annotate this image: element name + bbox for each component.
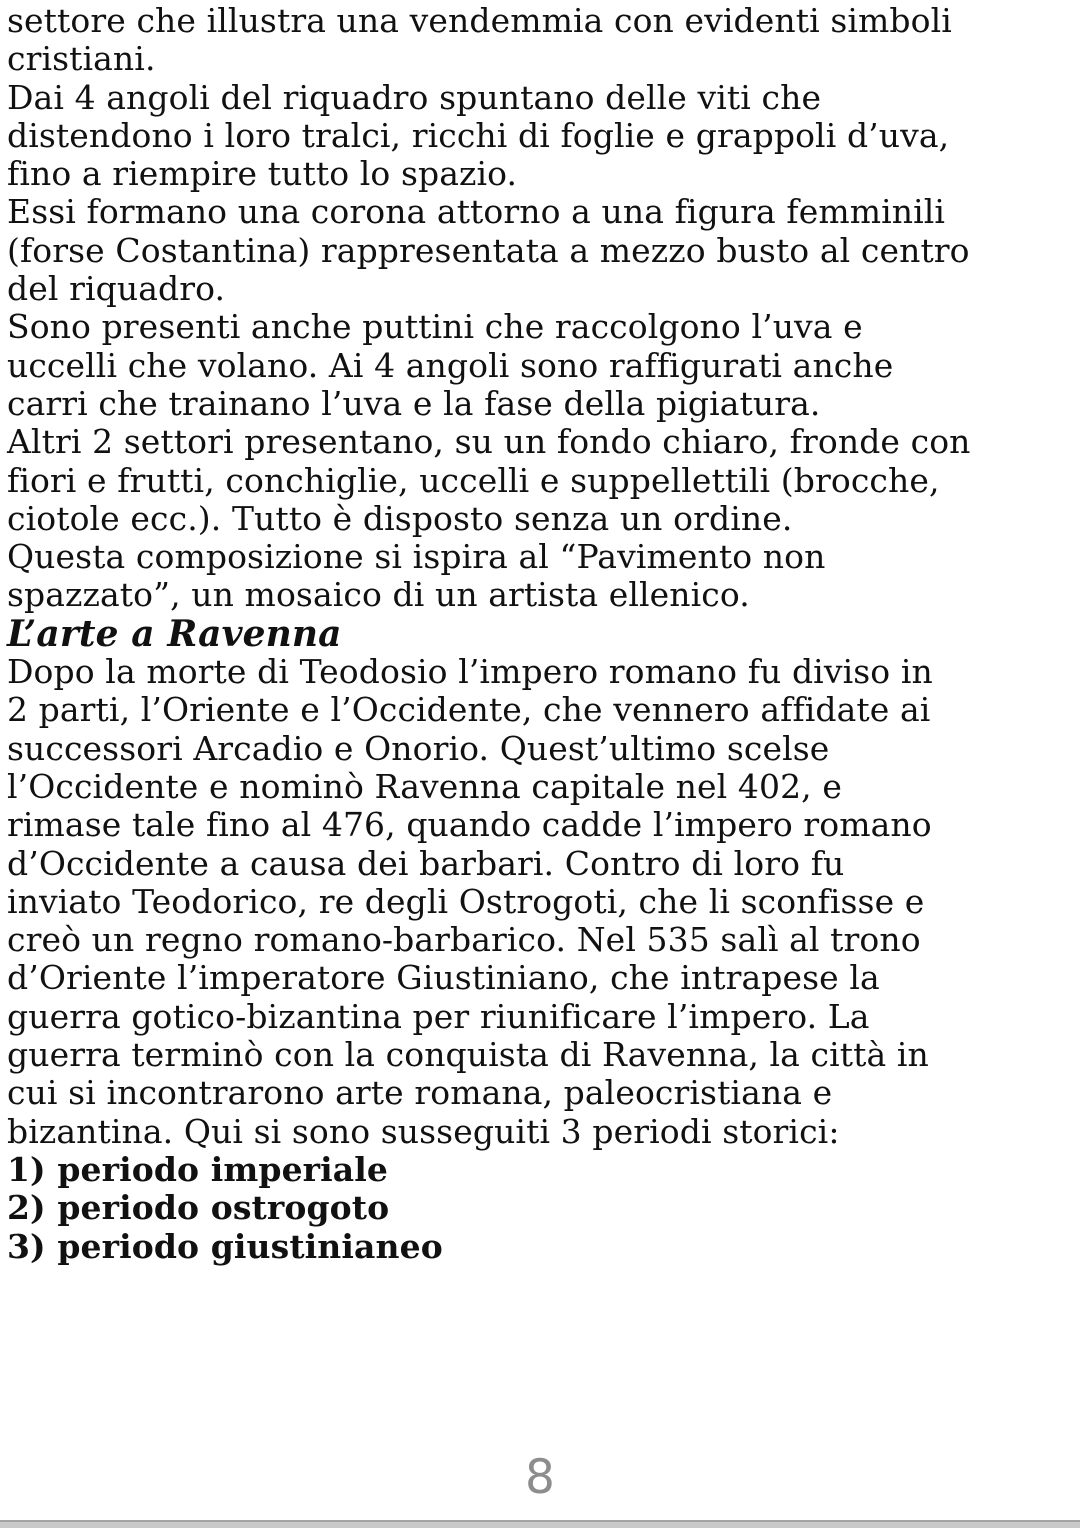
text-line: d’Occidente a causa dei barbari. Contro di loro fu [7,843,845,883]
text-line: fiori e frutti, conchiglie, uccelli e suppellettili (brocche, [7,460,940,500]
text-line: fino a riempire tutto lo spazio. [7,154,518,194]
text-line: guerra gotico-bizantina per riunificare l’impero. La [7,996,870,1036]
text-line: cristiani. [7,39,156,79]
list-line-period-3: 3) periodo giustinianeo [7,1226,443,1266]
text-line: Dopo la morte di Teodosio l’impero romano fu diviso in [7,652,933,692]
text-line: d’Oriente l’imperatore Giustiniano, che intrapese la [7,958,880,998]
text-line: bizantina. Qui si sono susseguiti 3 periodi storici: [7,1111,840,1151]
text-line: (forse Costantina) rappresentata a mezzo busto al centro [7,230,970,270]
text-line: Essi formano una corona attorno a una figura femminili [7,192,946,232]
text-line: distendono i loro tralci, ricchi di foglie e grappoli d’uva, [7,115,950,155]
text-line: ciotole ecc.). Tutto è disposto senza un ordine. [7,498,793,538]
text-line: carri che trainano l’uva e la fase della pigiatura. [7,383,821,423]
text-line: creò un regno romano-barbarico. Nel 535 salì al trono [7,920,921,960]
text-line: Altri 2 settori presentano, su un fondo chiaro, fronde con [7,422,971,462]
bottom-bar [0,1520,1080,1528]
text-line: Dai 4 angoli del riquadro spuntano delle viti che [7,77,822,117]
text-line: del riquadro. [7,269,226,309]
text-line: cui si incontrarono arte romana, paleocristiana e [7,1073,833,1113]
text-line: guerra terminò con la conquista di Ravenna, la città in [7,1035,929,1075]
text-line: successori Arcadio e Onorio. Quest’ultimo scelse [7,728,830,768]
list-line-period-2: 2) periodo ostrogoto [7,1188,390,1228]
text-line: uccelli che volano. Ai 4 angoli sono raffigurati anche [7,345,894,385]
text-line: spazzato”, un mosaico di un artista ellenico. [7,575,750,615]
text-line: Sono presenti anche puttini che raccolgono l’uva e [7,307,863,347]
section-heading: L’arte a Ravenna [7,612,342,655]
text-line: rimase tale fino al 476, quando cadde l’impero romano [7,805,932,845]
text-line: l’Occidente e nominò Ravenna capitale nel 402, e [7,766,842,806]
text-line: inviato Teodorico, re degli Ostrogoti, che li sconfisse e [7,881,925,921]
text-line: settore che illustra una vendemmia con evidenti simboli [7,1,952,40]
list-line-period-1: 1) periodo imperiale [7,1149,389,1189]
text-line: Questa composizione si ispira al “Pavimento non [7,537,826,577]
page-number: 8 [525,1450,555,1505]
body-text [7,2,1078,1266]
text-line: 2 parti, l’Oriente e l’Occidente, che vennero affidate ai [7,690,931,730]
